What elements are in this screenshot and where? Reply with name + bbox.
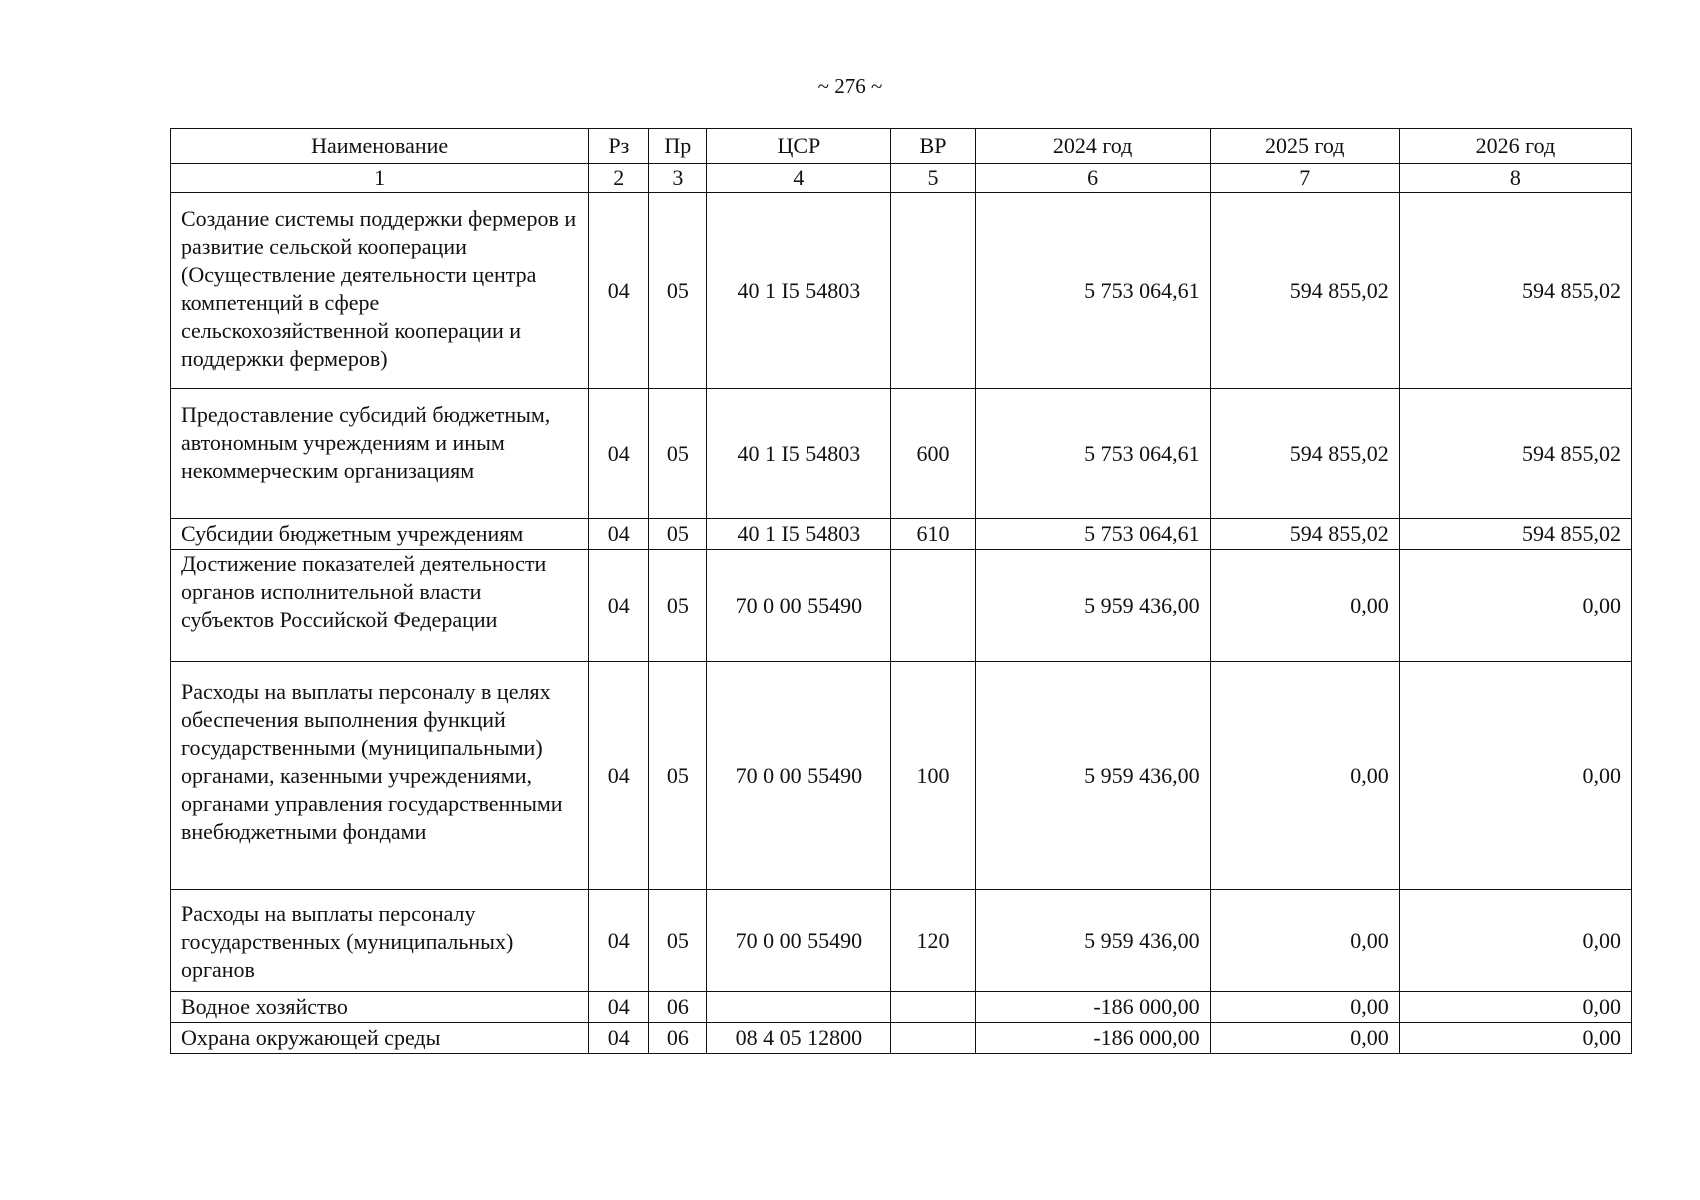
- table-row: [171, 389, 1632, 519]
- row-rz: 04: [589, 890, 649, 992]
- row-pr: 05: [649, 519, 707, 550]
- row-2026: 0,00: [1399, 992, 1631, 1023]
- row-csr: 40 1 I5 54803: [707, 389, 891, 519]
- header-name: Наименование: [171, 129, 589, 164]
- row-name: Достижение показателей деятельности органов исполнительной власти субъектов Российской Федерации: [171, 550, 589, 662]
- table-row: [171, 992, 1632, 1023]
- row-vr: [891, 550, 975, 662]
- row-pr: 05: [649, 193, 707, 389]
- row-csr: [707, 992, 891, 1023]
- header-vr: ВР: [891, 129, 975, 164]
- row-2025: 594 855,02: [1210, 519, 1399, 550]
- index-row: [171, 164, 1632, 193]
- index-cell: 2: [589, 164, 649, 193]
- row-rz: 04: [589, 992, 649, 1023]
- row-vr: [891, 193, 975, 389]
- header-row: [171, 129, 1632, 164]
- row-2025: 0,00: [1210, 1023, 1399, 1054]
- row-pr: 05: [649, 662, 707, 890]
- header-2026: 2026 год: [1399, 129, 1631, 164]
- row-rz: 04: [589, 389, 649, 519]
- row-name: Охрана окружающей среды: [171, 1023, 589, 1054]
- row-2026: 594 855,02: [1399, 519, 1631, 550]
- row-pr: 06: [649, 1023, 707, 1054]
- row-rz: 04: [589, 662, 649, 890]
- row-name: Водное хозяйство: [171, 992, 589, 1023]
- header-csr: ЦСР: [707, 129, 891, 164]
- table-row: [171, 550, 1632, 662]
- row-pr: 05: [649, 389, 707, 519]
- row-pr: 06: [649, 992, 707, 1023]
- row-vr: 120: [891, 890, 975, 992]
- row-name: Создание системы поддержки фермеров и развитие сельской кооперации (Осуществление деятельности центра компетенций в сфере сельскохозяйственной кооперации и поддержки фермеров): [171, 193, 589, 389]
- header-2025: 2025 год: [1210, 129, 1399, 164]
- index-cell: 8: [1399, 164, 1631, 193]
- table-row: [171, 519, 1632, 550]
- row-2024: 5 959 436,00: [975, 890, 1210, 992]
- row-2024: 5 753 064,61: [975, 389, 1210, 519]
- row-csr: 70 0 00 55490: [707, 890, 891, 992]
- row-csr: 40 1 I5 54803: [707, 193, 891, 389]
- row-2025: 0,00: [1210, 890, 1399, 992]
- row-2024: 5 959 436,00: [975, 662, 1210, 890]
- header-pr: Пр: [649, 129, 707, 164]
- table-row: [171, 1023, 1632, 1054]
- page-number: ~ 276 ~: [817, 74, 883, 98]
- row-vr: [891, 1023, 975, 1054]
- row-csr: 40 1 I5 54803: [707, 519, 891, 550]
- row-2026: 0,00: [1399, 890, 1631, 992]
- row-2025: 594 855,02: [1210, 193, 1399, 389]
- index-cell: 5: [891, 164, 975, 193]
- row-rz: 04: [589, 193, 649, 389]
- row-vr: 600: [891, 389, 975, 519]
- row-name: Расходы на выплаты персоналу в целях обеспечения выполнения функций государственными (муниципальными) органами, казенными учреждениями, органами управления государственными внебюджетными фондами: [171, 662, 589, 890]
- row-name: Расходы на выплаты персоналу государственных (муниципальных) органов: [171, 890, 589, 992]
- row-2026: 0,00: [1399, 662, 1631, 890]
- row-2026: 0,00: [1399, 1023, 1631, 1054]
- row-csr: 70 0 00 55490: [707, 662, 891, 890]
- row-2024: -186 000,00: [975, 992, 1210, 1023]
- row-vr: [891, 992, 975, 1023]
- index-cell: 4: [707, 164, 891, 193]
- row-2026: 594 855,02: [1399, 389, 1631, 519]
- header-rz: Рз: [589, 129, 649, 164]
- index-cell: 1: [171, 164, 589, 193]
- row-csr: 70 0 00 55490: [707, 550, 891, 662]
- row-vr: 100: [891, 662, 975, 890]
- row-2025: 594 855,02: [1210, 389, 1399, 519]
- row-2025: 0,00: [1210, 992, 1399, 1023]
- row-name: Субсидии бюджетным учреждениям: [171, 519, 589, 550]
- index-cell: 7: [1210, 164, 1399, 193]
- row-csr: 08 4 05 12800: [707, 1023, 891, 1054]
- row-2026: 0,00: [1399, 550, 1631, 662]
- row-2024: 5 753 064,61: [975, 519, 1210, 550]
- row-vr: 610: [891, 519, 975, 550]
- row-name: Предоставление субсидий бюджетным, автономным учреждениям и иным некоммерческим организациям: [171, 389, 589, 519]
- row-rz: 04: [589, 1023, 649, 1054]
- row-2025: 0,00: [1210, 550, 1399, 662]
- row-rz: 04: [589, 550, 649, 662]
- row-2024: -186 000,00: [975, 1023, 1210, 1054]
- row-rz: 04: [589, 519, 649, 550]
- budget-table: [170, 128, 1632, 1054]
- row-2024: 5 959 436,00: [975, 550, 1210, 662]
- row-pr: 05: [649, 550, 707, 662]
- table-row: [171, 193, 1632, 389]
- table-row: [171, 890, 1632, 992]
- row-2024: 5 753 064,61: [975, 193, 1210, 389]
- index-cell: 3: [649, 164, 707, 193]
- row-pr: 05: [649, 890, 707, 992]
- table-row: [171, 662, 1632, 890]
- row-2025: 0,00: [1210, 662, 1399, 890]
- index-cell: 6: [975, 164, 1210, 193]
- row-2026: 594 855,02: [1399, 193, 1631, 389]
- header-2024: 2024 год: [975, 129, 1210, 164]
